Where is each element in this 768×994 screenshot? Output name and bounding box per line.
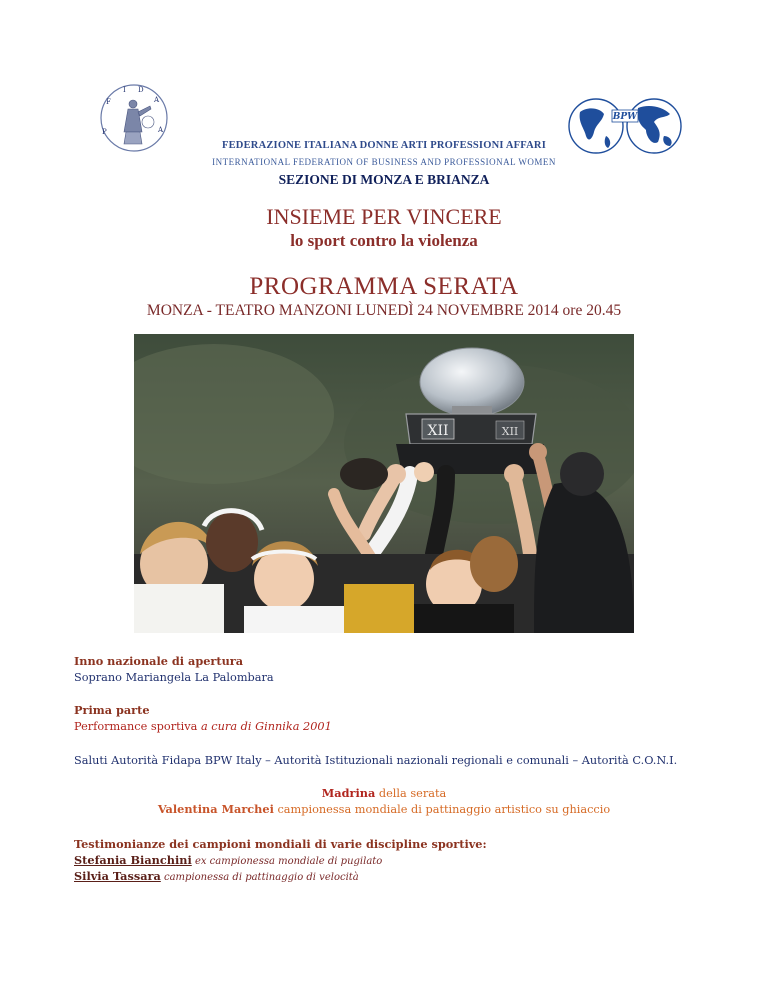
team-trophy-photo bbox=[134, 334, 634, 633]
testimonials-title: Testimonianze dei campioni mondiali di varie discipline sportive: bbox=[74, 837, 487, 851]
federation-italian-name: FEDERAZIONE ITALIANA DONNE ARTI PROFESSIONI AFFARI bbox=[221, 140, 546, 151]
first-part-detail: Performance sportiva a cura di Ginnika 2001 bbox=[74, 720, 332, 733]
list-item: Stefania Bianchini ex campionessa mondiale di pugilato bbox=[74, 853, 383, 867]
svg-text:XII: XII bbox=[501, 425, 519, 438]
first-part-title: Prima parte bbox=[74, 703, 150, 717]
program-heading: PROGRAMMA SERATA bbox=[249, 273, 519, 300]
svg-text:D: D bbox=[138, 86, 144, 94]
section-name: SEZIONE DI MONZA E BRIANZA bbox=[278, 172, 490, 187]
madrina-line: Madrina della serata bbox=[321, 786, 447, 800]
anthem-performer: Soprano Mariangela La Palombara bbox=[74, 671, 274, 684]
svg-text:F: F bbox=[106, 98, 111, 106]
svg-text:BPW: BPW bbox=[612, 112, 638, 122]
svg-text:I: I bbox=[123, 86, 126, 94]
svg-text:A: A bbox=[158, 126, 164, 134]
svg-text:A: A bbox=[154, 96, 160, 104]
svg-text:XII: XII bbox=[427, 423, 449, 439]
venue-line: MONZA - TEATRO MANZONI LUNEDÌ 24 NOVEMBRE 2014 ore 20.45 bbox=[146, 302, 622, 319]
list-item: Silvia Tassara campionessa di pattinaggio di velocità bbox=[74, 869, 359, 883]
anthem-title: Inno nazionale di apertura bbox=[74, 654, 244, 668]
svg-text:P: P bbox=[102, 128, 107, 136]
event-title: INSIEME PER VINCERE bbox=[266, 204, 502, 229]
event-subtitle: lo sport contro la violenza bbox=[290, 231, 478, 250]
federation-english-name: INTERNATIONAL FEDERATION OF BUSINESS AND PROFESSIONAL WOMEN bbox=[212, 157, 556, 167]
authorities-greeting: Saluti Autorità Fidapa BPW Italy – Autorità Istituzionali nazionali regionali e comunali – Autorità C.O.N.I. bbox=[74, 754, 678, 767]
valentina-line: Valentina Marchei campionessa mondiale di pattinaggio artistico su ghiaccio bbox=[157, 802, 611, 816]
